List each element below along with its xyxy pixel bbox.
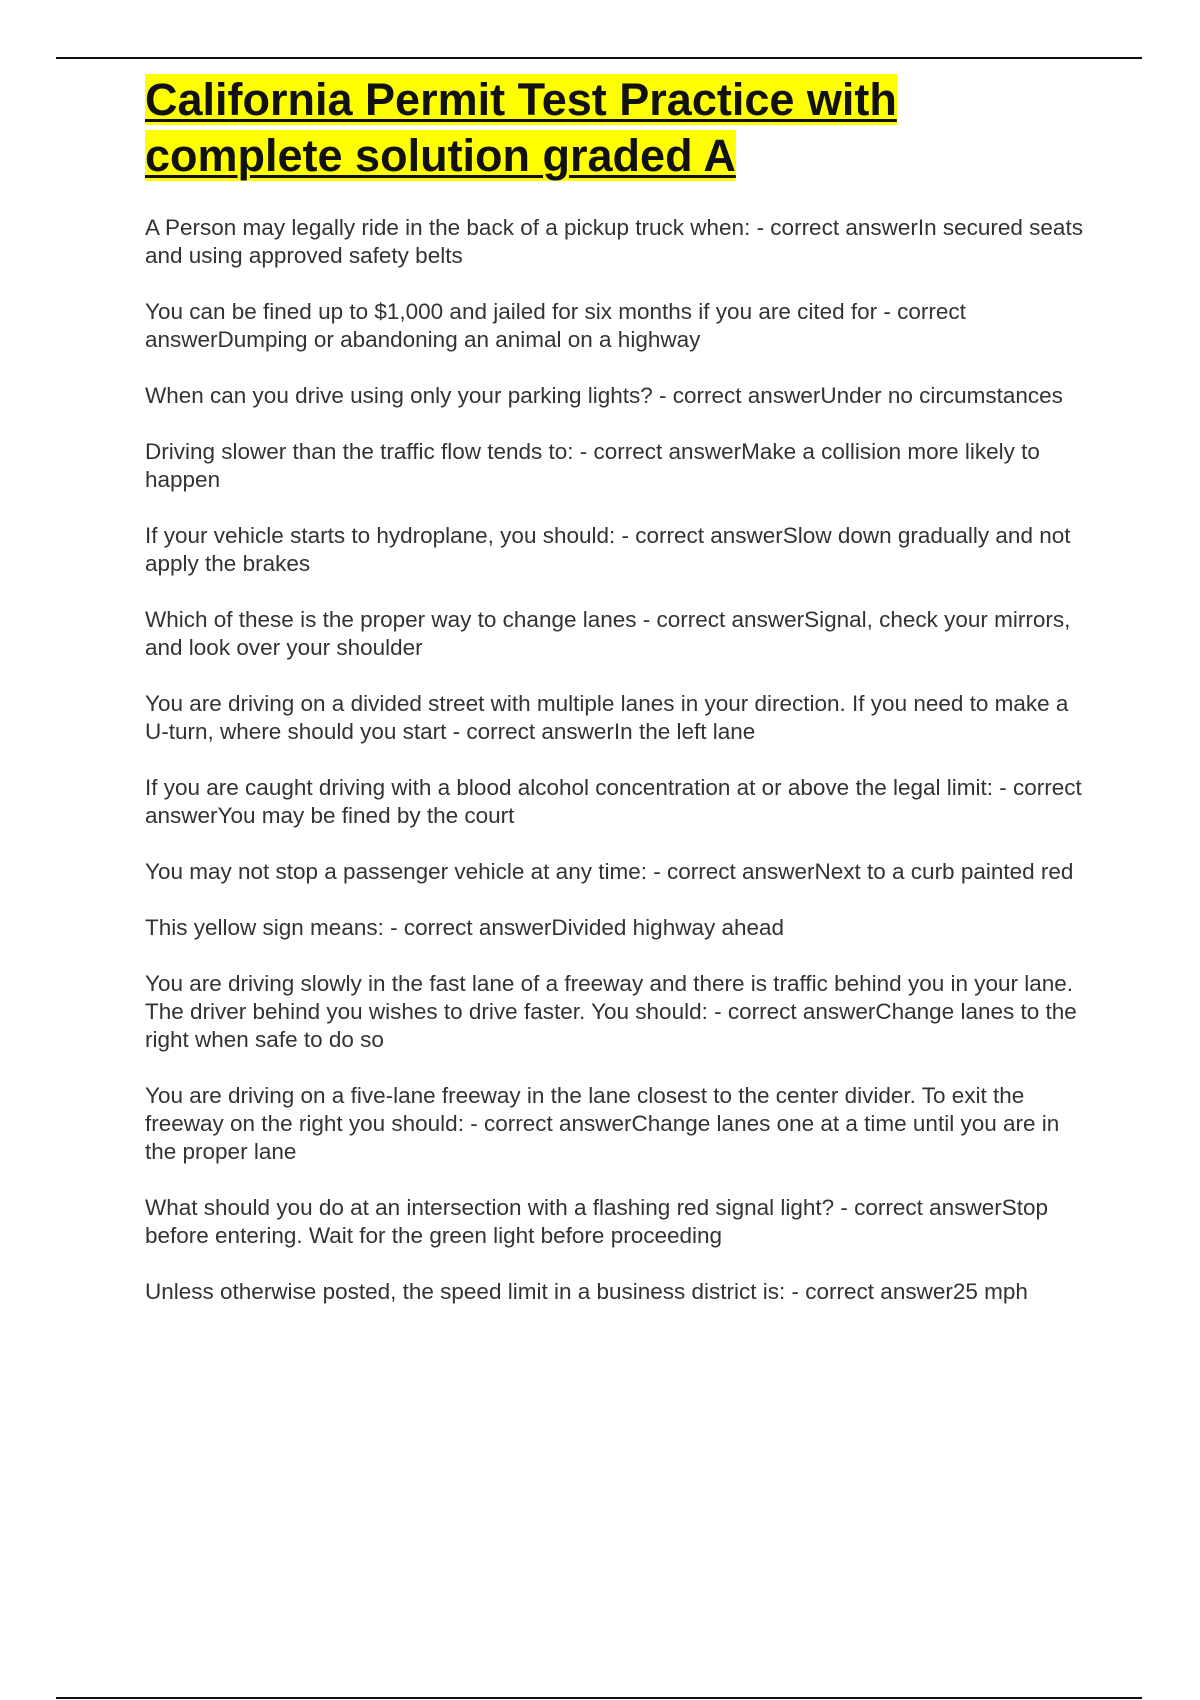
- qa-item: A Person may legally ride in the back of a pickup truck when: - correct answerIn secured seats and using approved safety belts: [145, 215, 1083, 268]
- qa-item: Unless otherwise posted, the speed limit in a business district is: - correct answer25 mph: [145, 1279, 1028, 1304]
- qa-item: If your vehicle starts to hydroplane, you should: - correct answerSlow down gradually and not apply the brakes: [145, 523, 1071, 576]
- qa-item: When can you drive using only your parking lights? - correct answerUnder no circumstances: [145, 383, 1063, 408]
- qa-list: [145, 214, 1085, 1306]
- document-body: [145, 72, 1085, 1334]
- qa-item: You are driving slowly in the fast lane of a freeway and there is traffic behind you in your lane. The driver behind you wishes to drive faster. You should: - correct answerChange lanes to the right when safe to do so: [145, 971, 1077, 1052]
- qa-item: What should you do at an intersection with a flashing red signal light? - correct answerStop before entering. Wait for the green light before proceeding: [145, 1195, 1048, 1248]
- title-line-1: California Permit Test Practice with: [145, 74, 897, 125]
- qa-item: Which of these is the proper way to change lanes - correct answerSignal, check your mirrors, and look over your shoulder: [145, 607, 1071, 660]
- bottom-rule: [56, 1697, 1142, 1699]
- top-rule: [56, 57, 1142, 59]
- qa-item: You can be fined up to $1,000 and jailed for six months if you are cited for - correct answerDumping or abandoning an animal on a highway: [145, 299, 966, 352]
- qa-item: You may not stop a passenger vehicle at any time: - correct answerNext to a curb painted red: [145, 859, 1074, 884]
- qa-item: Driving slower than the traffic flow tends to: - correct answerMake a collision more likely to happen: [145, 439, 1040, 492]
- qa-item: This yellow sign means: - correct answerDivided highway ahead: [145, 915, 785, 940]
- title-line-2: complete solution graded A: [145, 130, 736, 181]
- qa-item: If you are caught driving with a blood alcohol concentration at or above the legal limit: - correct answerYou may be fined by the court: [145, 775, 1082, 828]
- qa-item: You are driving on a divided street with multiple lanes in your direction. If you need to make a U-turn, where should you start - correct answerIn the left lane: [145, 691, 1069, 744]
- qa-item: You are driving on a five-lane freeway in the lane closest to the center divider. To exit the freeway on the right you should: - correct answerChange lanes one at a time until you are in the proper lane: [145, 1083, 1060, 1164]
- document-title: [145, 72, 1085, 184]
